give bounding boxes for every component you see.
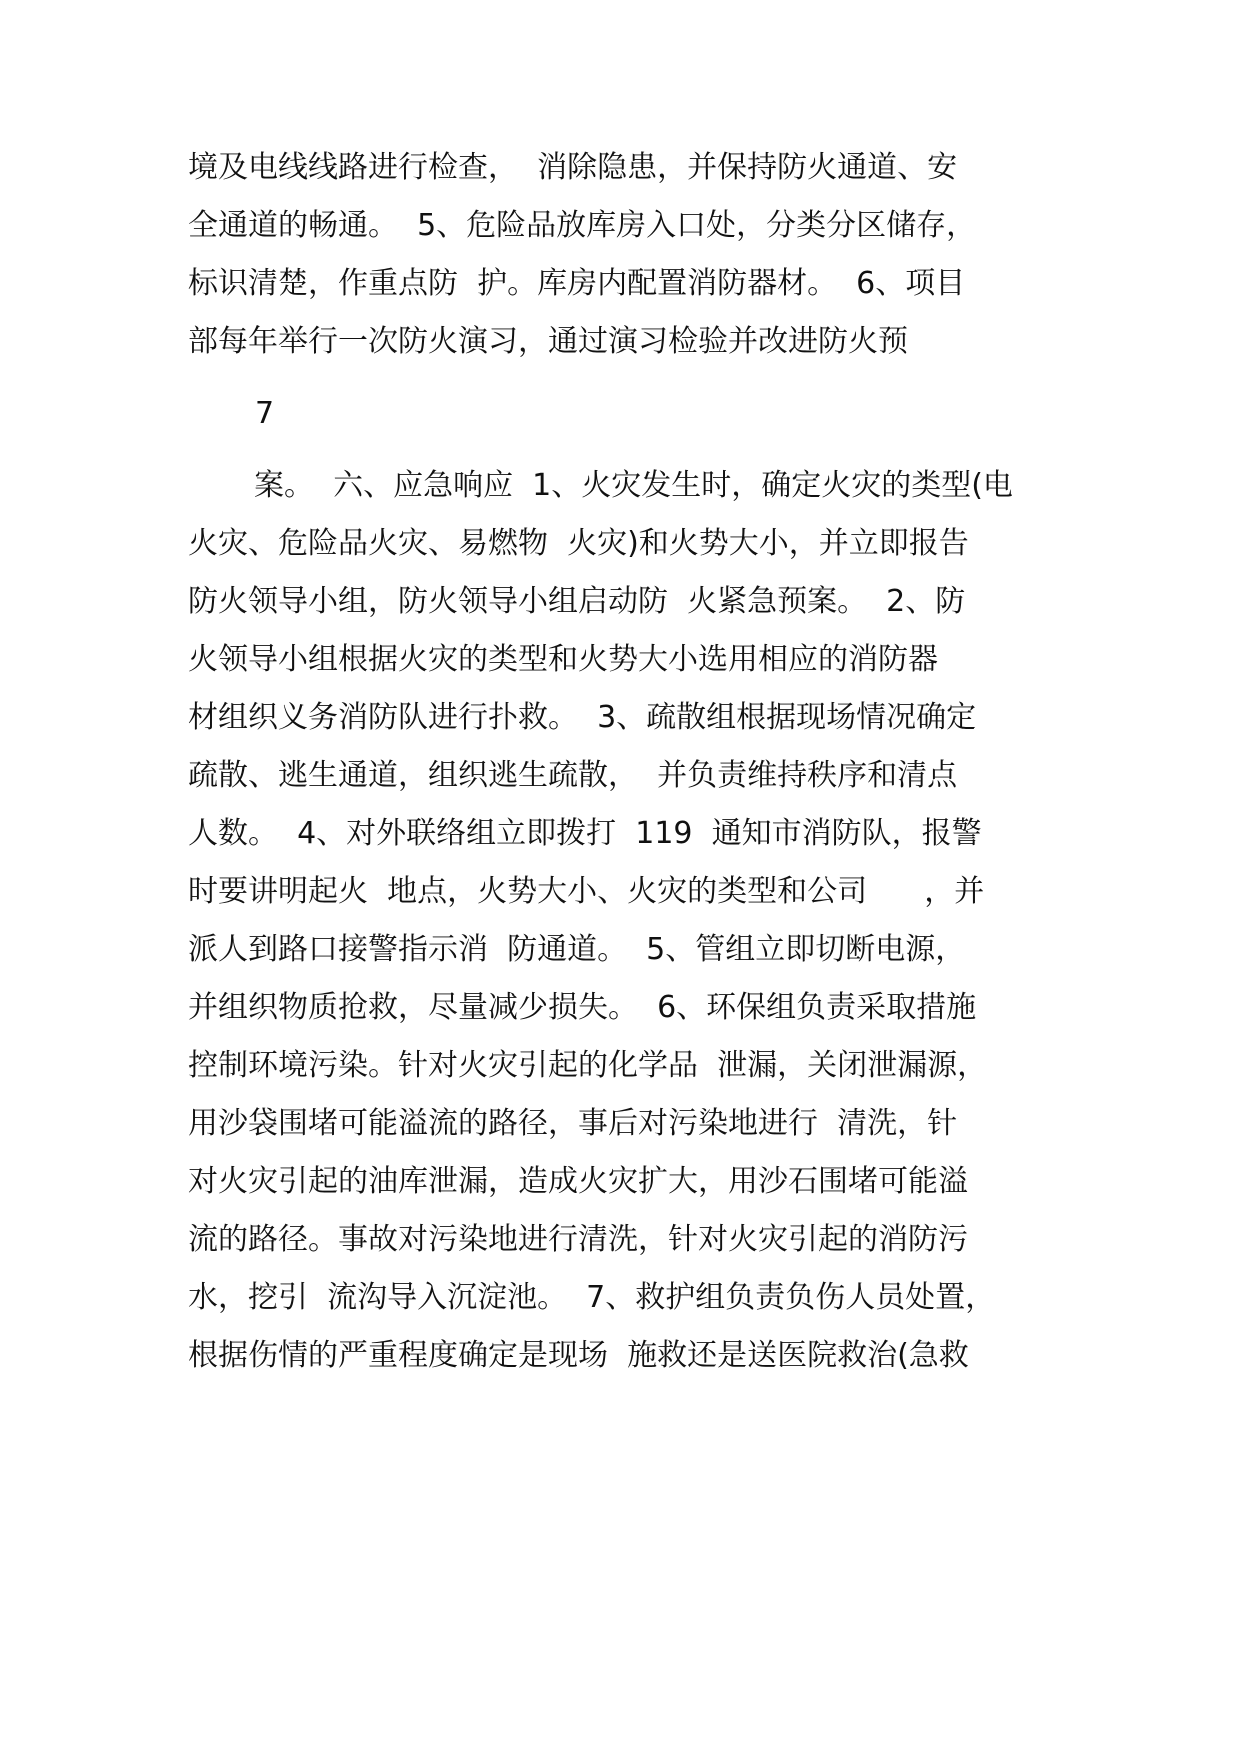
text-line: 流的路径。事故对污染地进行清洗，针对火灾引起的消防污 [188,1222,968,1257]
text-line: 根据伤情的严重程度确定是现场 施救还是送医院救治(急救 [188,1338,969,1373]
text-line: 防火领导小组，防火领导小组启动防 火紧急预案。 2、防 [188,584,966,619]
text-line: 境及电线线路进行检查， 消除隐患，并保持防火通道、安 [188,150,958,185]
paragraph-first-line: 案。 六、应急响应 1、火灾发生时，确定火灾的类型(电 [254,468,1013,503]
text-line: 火领导小组根据火灾的类型和火势大小选用相应的消防器 [188,642,938,677]
text-line: 全通道的畅通。 5、危险品放库房入口处，分类分区储存， [188,208,977,243]
text-line: 对火灾引起的油库泄漏，造成火灾扩大，用沙石围堵可能溢 [188,1164,968,1199]
text-line: 水，挖引 流沟导入沉淀池。 7、救护组负责负伤人员处置， [188,1280,996,1315]
text-line: 时要讲明起火 地点，火势大小、火灾的类型和公司 ，并 [188,874,985,909]
text-line: 标识清楚，作重点防 护。库房内配置消防器材。 6、项目 [188,266,966,301]
text-line: 部每年举行一次防火演习，通过演习检验并改进防火预 [188,324,908,359]
text-line: 人数。 4、对外联络组立即拨打 119 通知市消防队，报警 [188,816,982,851]
text-line: 用沙袋围堵可能溢流的路径，事后对污染地进行 清洗，针 [188,1106,958,1141]
text-line: 材组织义务消防队进行扑救。 3、疏散组根据现场情况确定 [188,700,977,735]
text-line: 火灾、危险品火灾、易燃物 火灾)和火势大小，并立即报告 [188,526,969,561]
text-line: 派人到路口接警指示消 防通道。 5、管组立即切断电源， [188,932,966,967]
text-line: 控制环境污染。针对火灾引起的化学品 泄漏，关闭泄漏源， [188,1048,988,1083]
text-line: 疏散、逃生通道，组织逃生疏散， 并负责维持秩序和清点 [188,758,958,793]
text-line: 并组织物质抢救，尽量减少损失。 6、环保组负责采取措施 [188,990,977,1025]
page-number: 7 [255,396,275,431]
